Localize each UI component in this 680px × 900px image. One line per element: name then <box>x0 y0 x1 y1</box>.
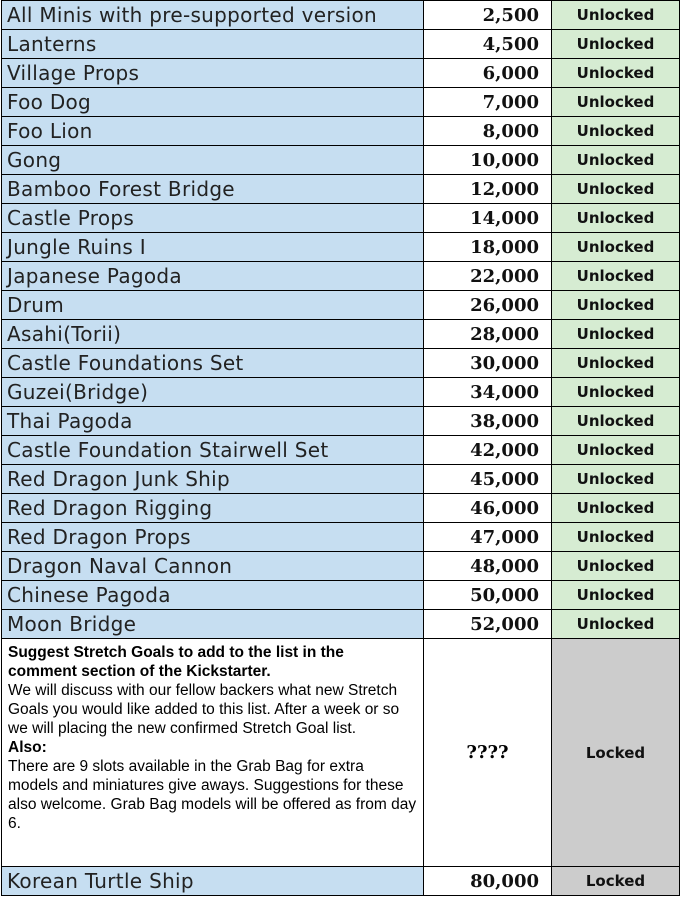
goal-status: Unlocked <box>552 117 680 146</box>
goal-amount: 7,000 <box>424 88 552 117</box>
goal-status: Unlocked <box>552 494 680 523</box>
goal-status: Unlocked <box>552 88 680 117</box>
table-row <box>2 233 680 262</box>
goal-amount: 47,000 <box>424 523 552 552</box>
goal-name: Chinese Pagoda <box>2 581 424 610</box>
goal-name: Red Dragon Props <box>2 523 424 552</box>
suggestion-note <box>2 639 424 867</box>
goal-name: Drum <box>2 291 424 320</box>
goal-name: Gong <box>2 146 424 175</box>
goal-name: Jungle Ruins I <box>2 233 424 262</box>
table-row <box>2 610 680 639</box>
goal-amount: 2,500 <box>424 1 552 30</box>
goal-name: Asahi(Torii) <box>2 320 424 349</box>
goal-name: Guzei(Bridge) <box>2 378 424 407</box>
goal-amount: 48,000 <box>424 552 552 581</box>
goal-amount: 6,000 <box>424 59 552 88</box>
goal-name: Red Dragon Junk Ship <box>2 465 424 494</box>
goal-status: Unlocked <box>552 610 680 639</box>
goal-name: Castle Foundations Set <box>2 349 424 378</box>
suggestion-body: We will discuss with our fellow backers what new Stretch Goals you would like added to this list. After a week or so we will placing the new confirmed Stretch Goal list. <box>8 682 400 737</box>
goal-name: Red Dragon Rigging <box>2 494 424 523</box>
goal-status: Locked <box>552 867 680 896</box>
suggestion-amount: ???? <box>424 639 552 867</box>
goal-amount: 30,000 <box>424 349 552 378</box>
table-row <box>2 465 680 494</box>
goal-name: Castle Foundation Stairwell Set <box>2 436 424 465</box>
goal-amount: 8,000 <box>424 117 552 146</box>
table-row <box>2 552 680 581</box>
goal-amount: 50,000 <box>424 581 552 610</box>
goal-amount: 4,500 <box>424 30 552 59</box>
goal-status: Unlocked <box>552 465 680 494</box>
goal-amount: 26,000 <box>424 291 552 320</box>
suggestion-also-body: There are 9 slots available in the Grab Bag for extra models and miniatures give aways. Suggestions for these also welcome. Grab Bag models will be offered as from day 6. <box>8 758 417 832</box>
table-row <box>2 117 680 146</box>
table-row <box>2 320 680 349</box>
goal-status: Unlocked <box>552 320 680 349</box>
suggestion-heading: Suggest Stretch Goals to add to the list in the comment section of the Kickstarter. <box>8 644 344 680</box>
table-row <box>2 436 680 465</box>
goal-name: Foo Lion <box>2 117 424 146</box>
table-row <box>2 175 680 204</box>
goal-status: Unlocked <box>552 291 680 320</box>
goal-status: Unlocked <box>552 349 680 378</box>
goal-name: Thai Pagoda <box>2 407 424 436</box>
suggestion-row <box>2 639 680 867</box>
table-row <box>2 262 680 291</box>
goal-amount: 34,000 <box>424 378 552 407</box>
goal-status: Unlocked <box>552 552 680 581</box>
table-row <box>2 407 680 436</box>
goal-name: Bamboo Forest Bridge <box>2 175 424 204</box>
goal-status: Unlocked <box>552 30 680 59</box>
goal-amount: 80,000 <box>424 867 552 896</box>
table-row <box>2 204 680 233</box>
goal-name: Korean Turtle Ship <box>2 867 424 896</box>
table-row <box>2 1 680 30</box>
table-row <box>2 291 680 320</box>
goal-status: Unlocked <box>552 262 680 291</box>
goal-name: All Minis with pre-supported version <box>2 1 424 30</box>
goal-amount: 38,000 <box>424 407 552 436</box>
goal-amount: 22,000 <box>424 262 552 291</box>
table-row <box>2 494 680 523</box>
suggestion-status: Locked <box>552 639 680 867</box>
goal-amount: 46,000 <box>424 494 552 523</box>
goal-name: Dragon Naval Cannon <box>2 552 424 581</box>
goal-amount: 10,000 <box>424 146 552 175</box>
table-row <box>2 581 680 610</box>
stretch-goals-table <box>1 0 680 896</box>
goal-status: Unlocked <box>552 204 680 233</box>
goal-name: Moon Bridge <box>2 610 424 639</box>
goal-status: Unlocked <box>552 378 680 407</box>
goal-status: Unlocked <box>552 436 680 465</box>
table-row <box>2 146 680 175</box>
goal-name: Foo Dog <box>2 88 424 117</box>
goal-status: Unlocked <box>552 175 680 204</box>
table-row <box>2 867 680 896</box>
goal-status: Unlocked <box>552 581 680 610</box>
goal-amount: 45,000 <box>424 465 552 494</box>
goal-status: Unlocked <box>552 523 680 552</box>
table-row <box>2 30 680 59</box>
goal-name: Village Props <box>2 59 424 88</box>
goal-name: Japanese Pagoda <box>2 262 424 291</box>
table-row <box>2 378 680 407</box>
goal-status: Unlocked <box>552 1 680 30</box>
stretch-goals-body <box>2 1 680 896</box>
goal-amount: 28,000 <box>424 320 552 349</box>
goal-name: Castle Props <box>2 204 424 233</box>
goal-status: Unlocked <box>552 233 680 262</box>
goal-amount: 42,000 <box>424 436 552 465</box>
suggestion-also-label: Also: <box>8 739 47 756</box>
table-row <box>2 523 680 552</box>
table-row <box>2 59 680 88</box>
goal-amount: 12,000 <box>424 175 552 204</box>
table-row <box>2 349 680 378</box>
goal-amount: 14,000 <box>424 204 552 233</box>
goal-amount: 52,000 <box>424 610 552 639</box>
table-row <box>2 88 680 117</box>
goal-amount: 18,000 <box>424 233 552 262</box>
goal-status: Unlocked <box>552 146 680 175</box>
goal-status: Unlocked <box>552 407 680 436</box>
goal-name: Lanterns <box>2 30 424 59</box>
goal-status: Unlocked <box>552 59 680 88</box>
